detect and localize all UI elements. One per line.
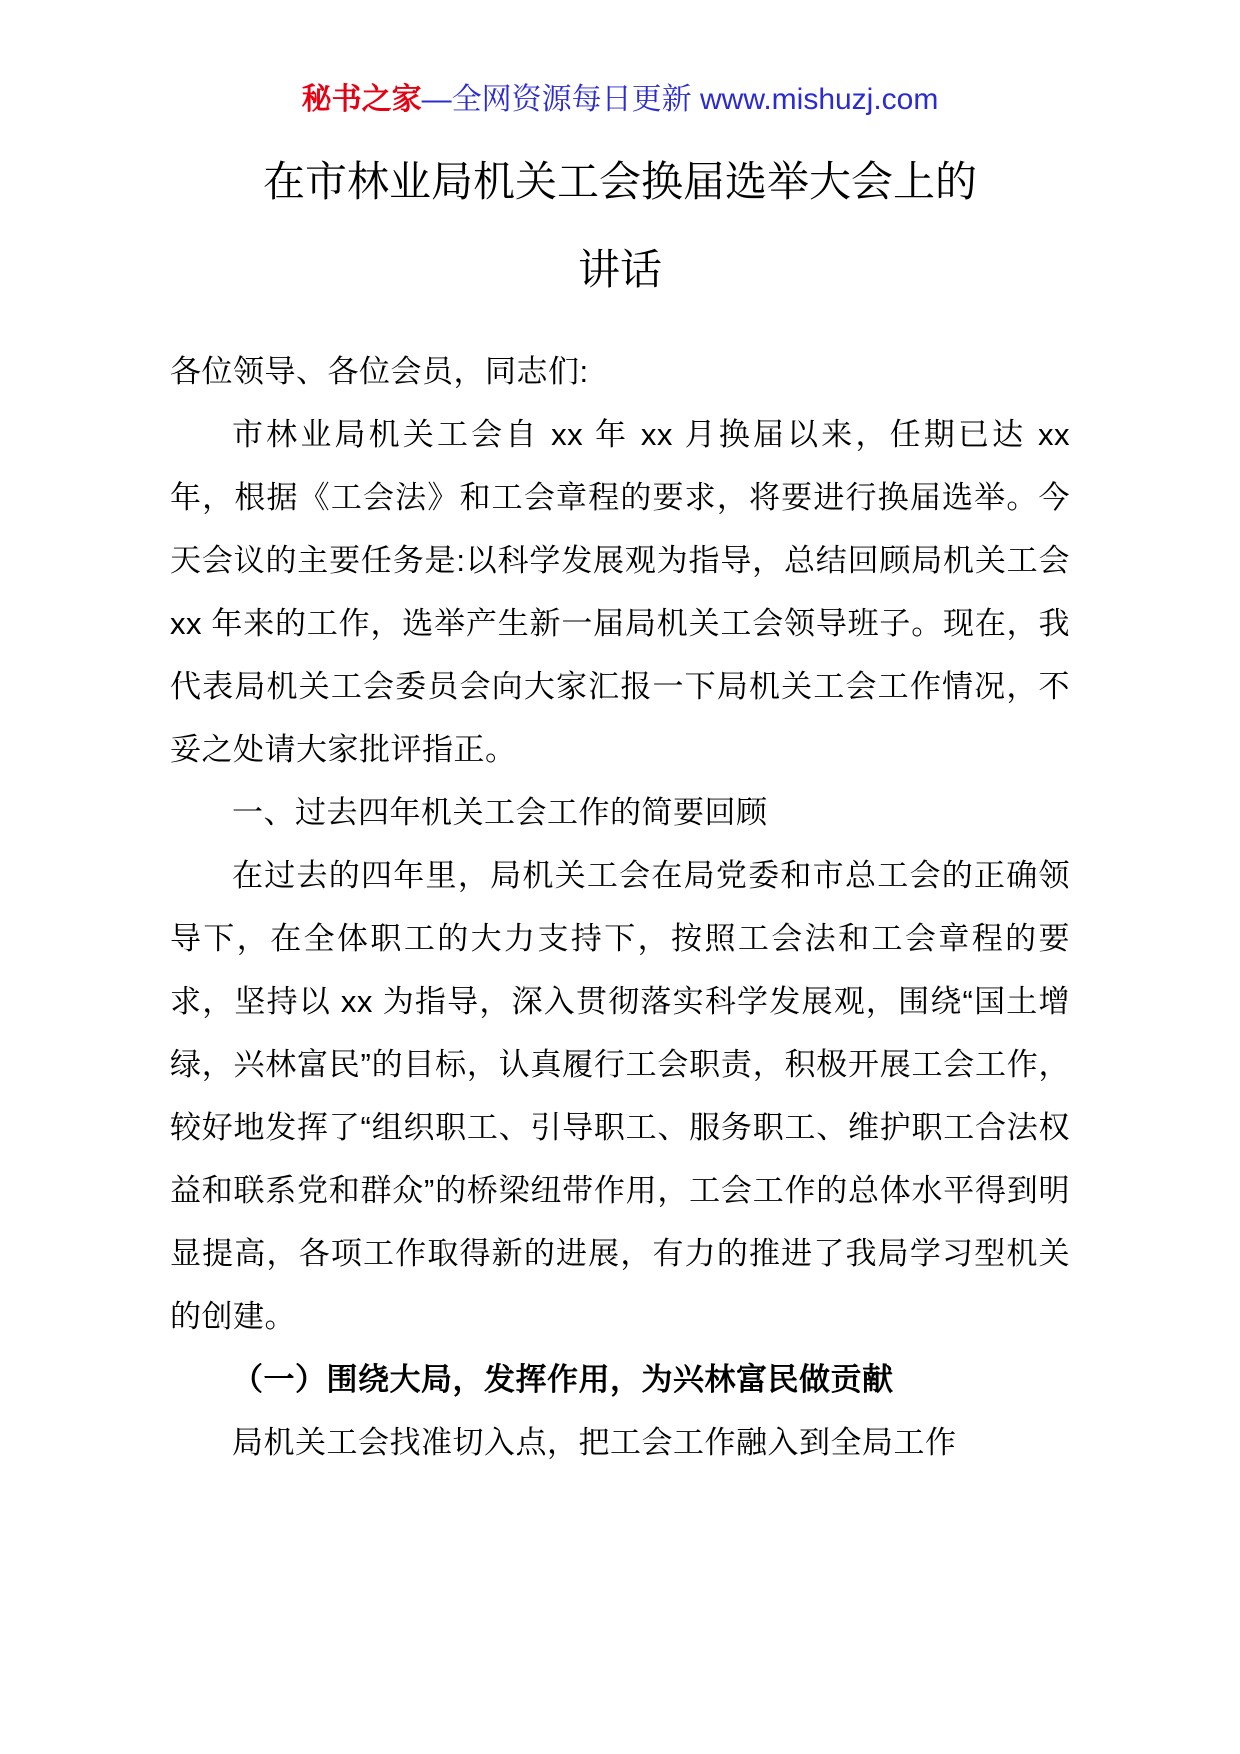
site-header — [170, 78, 1070, 122]
paragraph: 局机关工会找准切入点，把工会工作融入到全局工作 — [232, 1425, 957, 1460]
document-title-line-2: 讲话 — [577, 246, 662, 293]
salutation: 各位领导、各位会员，同志们: — [170, 354, 589, 389]
document-title-line-1: 在市林业局机关工会换届选举大会上的 — [262, 158, 977, 205]
document-body — [170, 340, 1070, 1474]
section-heading-1: 一、过去四年机关工会工作的简要回顾 — [232, 795, 768, 830]
paragraph: 市林业局机关工会自 xx 年 xx 月换届以来，任期已达 xx 年，根据《工会法》和工会章程的要求，将要进行换届选举。今天会议的主要任务是:以科学发展观为指导，总结回顾局机关工会 xx 年来的工作，选举产生新一届局机关工会领导班子。现在，我代表局机关工会委员会向大家汇报一下局机关工会工作情况，不妥之处请大家批评指正。 — [170, 417, 1070, 767]
site-brand: 秘书之家 — [301, 83, 422, 116]
sub-section-heading-1: （一）围绕大局，发挥作用，为兴林富民做贡献 — [232, 1362, 894, 1397]
document-title — [170, 138, 1070, 314]
site-url-link[interactable]: www.mishuzj.com — [699, 83, 939, 116]
paragraph: 在过去的四年里，局机关工会在局党委和市总工会的正确领导下，在全体职工的大力支持下，按照工会法和工会章程的要求，坚持以 xx 为指导，深入贯彻落实科学发展观，围绕“国土增绿，兴林富民”的目标，认真履行工会职责，积极开展工会工作，较好地发挥了“组织职工、引导职工、服务职工、维护职工合法权益和联系党和群众”的桥梁纽带作用，工会工作的总体水平得到明显提高，各项工作取得新的进展，有力的推进了我局学习型机关的创建。 — [170, 858, 1070, 1334]
site-tagline: —全网资源每日更新 — [421, 83, 700, 116]
